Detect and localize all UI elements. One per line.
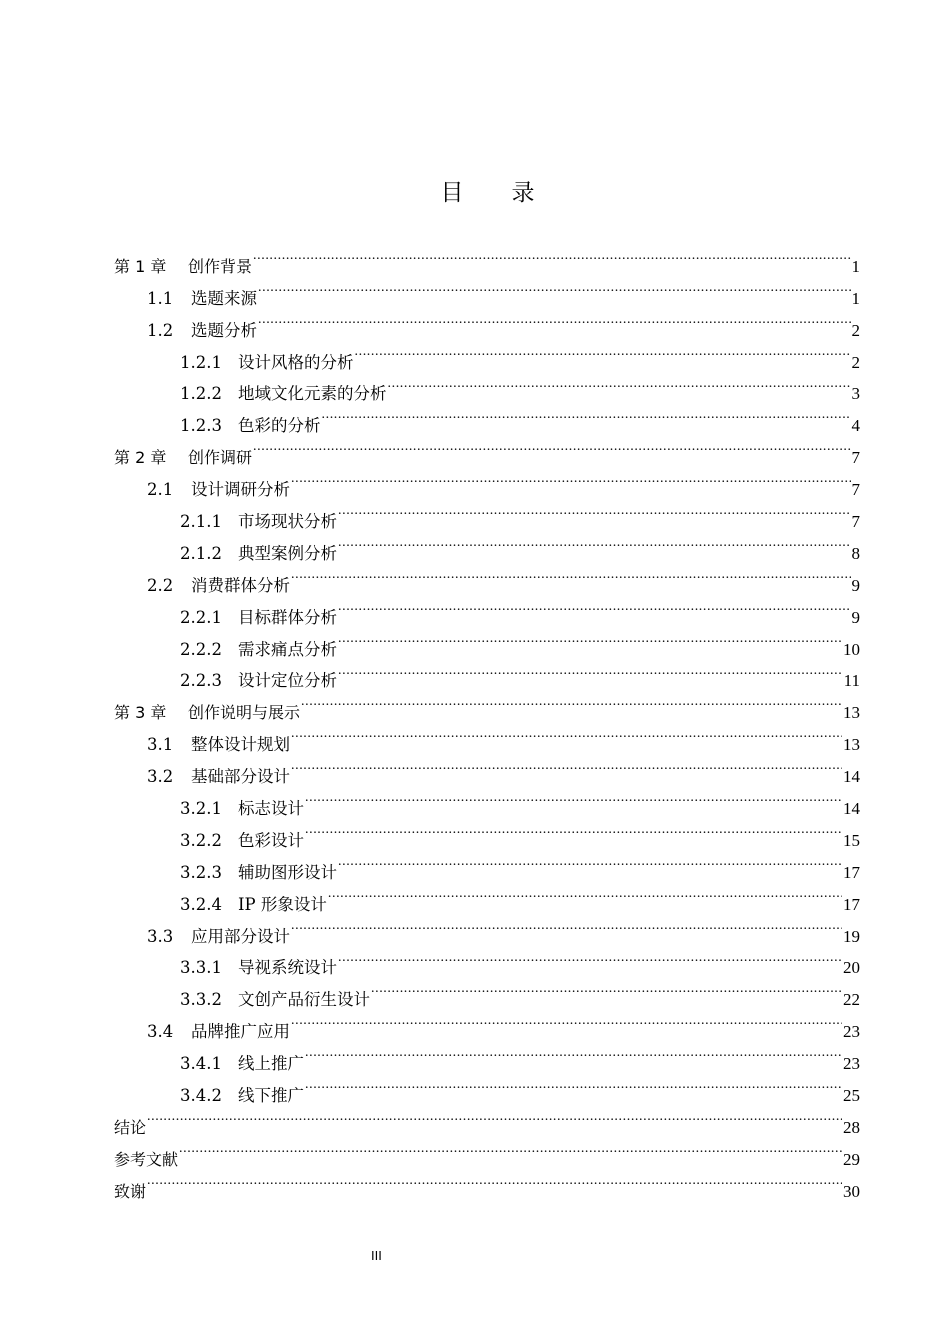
toc-entry-page: 23 xyxy=(843,1022,860,1042)
dot-leader xyxy=(305,814,842,846)
toc-entry-label: 文创产品衍生设计 xyxy=(238,990,370,1010)
toc-entry-label: 市场现状分析 xyxy=(238,512,337,532)
toc-entry-page: 4 xyxy=(851,416,860,436)
toc-entry-label: 目标群体分析 xyxy=(238,607,337,627)
toc-entry-label: 消费群体分析 xyxy=(191,575,290,595)
toc-entry-page: 2 xyxy=(851,320,860,340)
toc-entry-number: 2.2.1 xyxy=(180,607,222,627)
dot-leader xyxy=(147,1101,842,1133)
title-char-1: 目 xyxy=(440,180,464,206)
dot-leader xyxy=(291,750,842,782)
dot-leader xyxy=(253,240,850,272)
dot-leader xyxy=(291,463,851,495)
toc-entry-label: 辅助图形设计 xyxy=(238,862,337,882)
toc-entry[interactable] xyxy=(114,1165,860,1201)
toc-entry-page: 7 xyxy=(851,480,860,500)
toc-entry-page: 23 xyxy=(843,1054,860,1074)
toc-entry-label: 创作背景 xyxy=(188,256,253,276)
toc-entry-number: 3.2.1 xyxy=(180,799,222,819)
toc-entry-number: 第 2 章 xyxy=(114,448,167,468)
dot-leader xyxy=(301,686,842,718)
toc-entry-number: 1.2.2 xyxy=(180,384,222,404)
toc-entry-number: 3.4.1 xyxy=(180,1054,222,1074)
toc-entry-number: 3.4 xyxy=(147,1022,174,1042)
toc-entry-label: 标志设计 xyxy=(238,799,304,819)
toc-entry-page: 11 xyxy=(843,671,860,691)
toc-entry-number: 第 3 章 xyxy=(114,703,167,723)
toc-entry-label: 整体设计规划 xyxy=(191,735,290,755)
toc-entry-label: 选题来源 xyxy=(191,288,257,308)
dot-leader xyxy=(355,336,851,368)
toc-entry-label: 应用部分设计 xyxy=(191,926,290,946)
toc-entry[interactable] xyxy=(114,1101,860,1137)
toc-entry-label: 地域文化元素的分析 xyxy=(238,384,387,404)
toc-entry-label: 导视系统设计 xyxy=(238,958,337,978)
toc-entry-page: 2 xyxy=(851,352,860,372)
dot-leader xyxy=(291,718,842,750)
dot-leader xyxy=(338,846,842,878)
toc-entry-number: 3.2.4 xyxy=(180,894,222,914)
dot-leader xyxy=(322,399,851,431)
toc-entry-page: 7 xyxy=(851,512,860,532)
toc-entry-number: 2.1.2 xyxy=(180,543,222,563)
toc-entry-page: 28 xyxy=(843,1117,860,1137)
toc-entry-number: 2.1.1 xyxy=(180,512,222,532)
toc-entry-label: 线上推广 xyxy=(238,1054,304,1074)
dot-leader xyxy=(305,1037,842,1069)
dot-leader xyxy=(147,1165,842,1197)
toc-entry-number: 2.2 xyxy=(147,575,174,595)
toc-entry-number: 1.2 xyxy=(147,320,174,340)
toc-entry-label: 结论 xyxy=(114,1117,147,1137)
toc-entry-page: 13 xyxy=(843,703,860,723)
table-of-contents xyxy=(114,240,860,1201)
toc-entry-label: 需求痛点分析 xyxy=(238,639,337,659)
toc-entry-label: 设计调研分析 xyxy=(191,480,290,500)
toc-entry-page: 3 xyxy=(851,384,860,404)
toc-entry-number: 3.3.1 xyxy=(180,958,222,978)
toc-entry-label: 典型案例分析 xyxy=(238,543,337,563)
dot-leader xyxy=(328,878,842,910)
dot-leader xyxy=(338,495,851,527)
toc-entry-page: 13 xyxy=(843,735,860,755)
dot-leader xyxy=(305,1069,842,1101)
dot-leader xyxy=(338,623,842,655)
toc-entry-page: 1 xyxy=(851,288,860,308)
dot-leader xyxy=(338,655,843,687)
dot-leader xyxy=(291,1005,842,1037)
toc-entry-page: 10 xyxy=(843,639,860,659)
toc-entry-number: 2.1 xyxy=(147,480,174,500)
toc-entry-page: 14 xyxy=(843,767,860,787)
toc-entry-number: 3.3 xyxy=(147,926,174,946)
toc-entry-page: 22 xyxy=(843,990,860,1010)
dot-leader xyxy=(291,910,842,942)
page-title xyxy=(0,177,950,209)
toc-entry-number: 2.2.3 xyxy=(180,671,222,691)
toc-entry-page: 14 xyxy=(843,799,860,819)
toc-entry-number: 3.4.2 xyxy=(180,1086,222,1106)
toc-entry-label: IP 形象设计 xyxy=(238,894,327,914)
toc-entry-number: 1.2.3 xyxy=(180,416,222,436)
toc-entry-number: 3.2.2 xyxy=(180,830,222,850)
dot-leader xyxy=(258,272,851,304)
toc-entry-label: 创作调研 xyxy=(188,448,253,468)
toc-entry-number: 3.2.3 xyxy=(180,862,222,882)
toc-entry-page: 9 xyxy=(851,575,860,595)
toc-entry-page: 9 xyxy=(851,607,860,627)
toc-entry-page: 7 xyxy=(851,448,860,468)
toc-entry-number: 2.2.2 xyxy=(180,639,222,659)
toc-entry-page: 1 xyxy=(851,256,860,276)
toc-entry-label: 线下推广 xyxy=(238,1086,304,1106)
title-char-2: 录 xyxy=(511,180,535,206)
toc-entry-number: 1.1 xyxy=(147,288,174,308)
dot-leader xyxy=(305,782,842,814)
toc-entry[interactable] xyxy=(114,240,860,276)
toc-entry-page: 8 xyxy=(851,543,860,563)
toc-entry-number: 3.1 xyxy=(147,735,174,755)
toc-entry[interactable] xyxy=(114,1133,860,1169)
toc-entry-number: 第 1 章 xyxy=(114,256,167,276)
toc-entry-number: 3.3.2 xyxy=(180,990,222,1010)
dot-leader xyxy=(338,942,842,974)
toc-entry-number: 1.2.1 xyxy=(180,352,222,372)
toc-entry-page: 15 xyxy=(843,830,860,850)
toc-entry-page: 29 xyxy=(843,1149,860,1169)
toc-entry-label: 色彩的分析 xyxy=(238,416,321,436)
toc-entry-label: 基础部分设计 xyxy=(191,767,290,787)
toc-entry-page: 17 xyxy=(843,862,860,882)
toc-entry-label: 品牌推广应用 xyxy=(191,1022,290,1042)
toc-entry-label: 色彩设计 xyxy=(238,830,304,850)
dot-leader xyxy=(371,973,842,1005)
toc-entry-label: 创作说明与展示 xyxy=(188,703,301,723)
toc-entry-label: 参考文献 xyxy=(114,1149,179,1169)
toc-entry-page: 19 xyxy=(843,926,860,946)
toc-entry-page: 20 xyxy=(843,958,860,978)
dot-leader xyxy=(291,559,851,591)
dot-leader xyxy=(338,527,851,559)
dot-leader xyxy=(179,1133,842,1165)
dot-leader xyxy=(338,591,851,623)
toc-entry-label: 致谢 xyxy=(114,1181,147,1201)
dot-leader xyxy=(258,304,851,336)
toc-entry-label: 选题分析 xyxy=(191,320,257,340)
footer-page-number: III xyxy=(371,1248,382,1263)
toc-entry-page: 30 xyxy=(843,1181,860,1201)
toc-entry-page: 17 xyxy=(843,894,860,914)
toc-entry-number: 3.2 xyxy=(147,767,174,787)
toc-entry-label: 设计定位分析 xyxy=(238,671,337,691)
toc-entry-page: 25 xyxy=(843,1086,860,1106)
dot-leader xyxy=(253,431,850,463)
toc-entry-label: 设计风格的分析 xyxy=(238,352,354,372)
dot-leader xyxy=(388,368,851,400)
